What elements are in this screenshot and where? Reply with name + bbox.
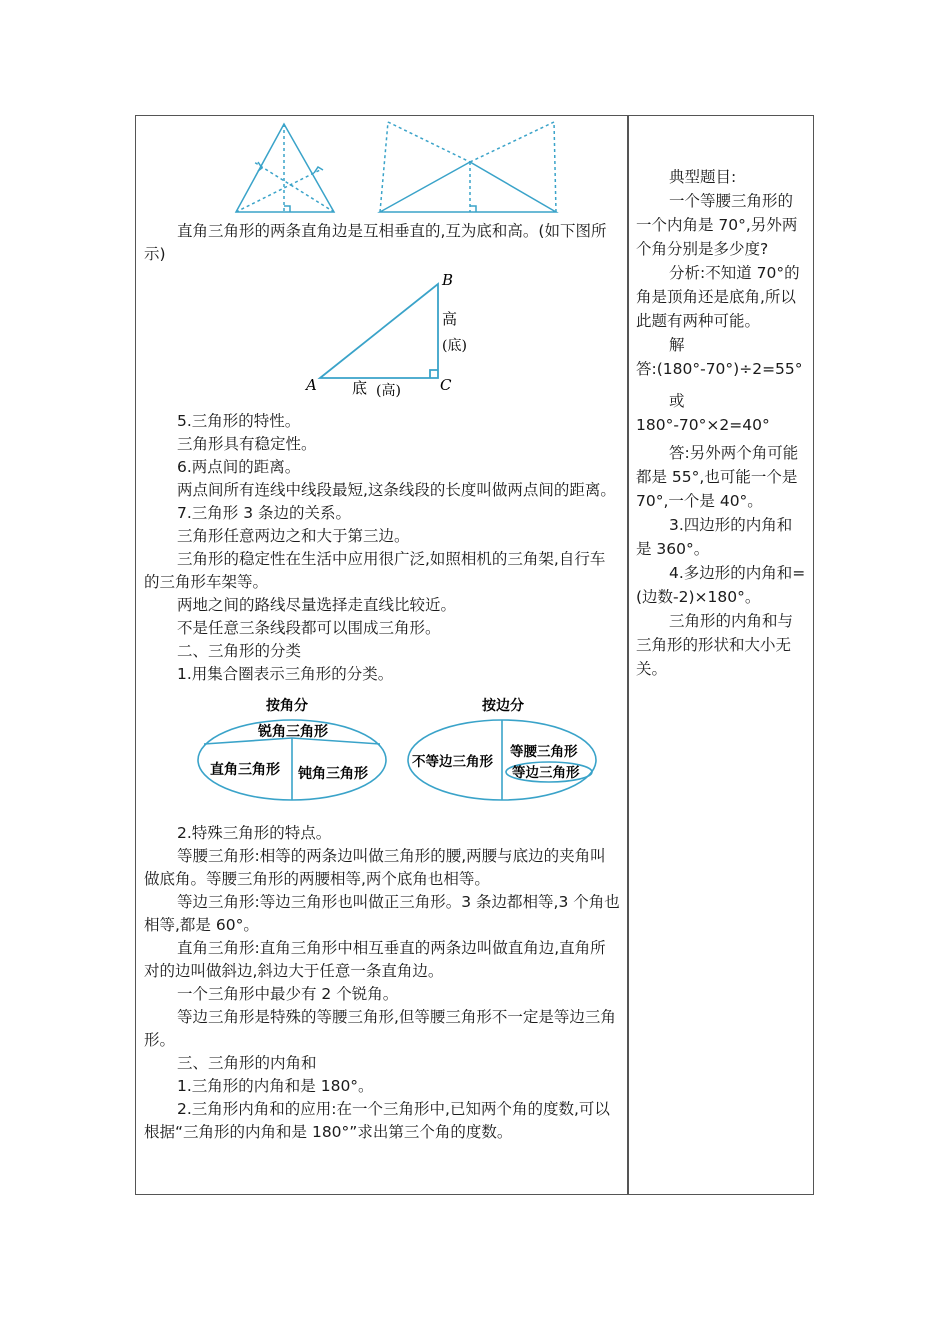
section-7-text-3: 两地之间的路线尽量选择走直线比较近。 [177, 596, 457, 614]
side-polygon: 4.多边形的内角和=(边数-2)×180°。 [636, 564, 806, 606]
venn-isosceles: 等腰三角形 [510, 744, 578, 760]
label-gao: 高 [442, 310, 458, 328]
heading-angle-sum: 三、三角形的内角和 [177, 1054, 317, 1072]
venn-acute: 锐角三角形 [258, 724, 328, 740]
venn-side-title: 按边分 [482, 698, 524, 714]
label-di-paren: (底) [442, 338, 467, 354]
label-c: C [440, 376, 452, 394]
triangle-heights-figure [144, 118, 620, 216]
classification-2: 2.特殊三角形的特点。 [177, 824, 332, 842]
venn-right: 直角三角形 [210, 762, 280, 778]
venn-equilateral: 等边三角形 [512, 765, 580, 781]
side-jie: 解 [669, 336, 685, 354]
venn-obtuse: 钝角三角形 [298, 766, 368, 782]
side-column [636, 165, 806, 681]
side-analysis: 分析:不知道 70°的角是顶角还是底角,所以此题有两种可能。 [636, 264, 800, 330]
side-huo: 或 [669, 392, 685, 410]
section-7-text-2: 三角形的稳定性在生活中应用很广泛,如照相机的三角架,自行车的三角形车架等。 [144, 550, 606, 591]
section-5-text: 三角形具有稳定性。 [177, 435, 317, 453]
isosceles-text: 等腰三角形:相等的两条边叫做三角形的腰,两腰与底边的夹角叫做底角。等腰三角形的两腰相等,两个底角也相等。 [144, 847, 606, 888]
side-note: 三角形的内角和与三角形的形状和大小无关。 [636, 612, 794, 678]
side-question: 一个等腰三角形的一个内角是 70°,另外两个角分别是多少度? [636, 192, 798, 258]
section-6-text: 两点间所有连线中线段最短,这条线段的长度叫做两点间的距离。 [177, 481, 616, 499]
section-7-heading: 7.三角形 3 条边的关系。 [177, 504, 352, 522]
venn-angle-title: 按角分 [266, 698, 308, 714]
side-quadrilateral: 3.四边形的内角和是 360°。 [636, 516, 793, 558]
angle-sum-1: 1.三角形的内角和是 180°。 [177, 1077, 374, 1095]
side-final-answer: 答:另外两个角可能都是 55°,也可能一个是 70°,一个是 40°。 [636, 444, 799, 510]
right-triangle-def: 直角三角形:直角三角形中相互垂直的两条边叫做直角边,直角所对的边叫做斜边,斜边大于任意一条直角边。 [144, 939, 606, 980]
main-column [144, 118, 620, 1144]
venn-diagrams [144, 688, 620, 812]
equilateral-isosceles-fact: 等边三角形是特殊的等腰三角形,但等腰三角形不一定是等边三角形。 [144, 1008, 616, 1049]
right-triangle-figure [144, 268, 620, 398]
label-di: 底 [352, 379, 368, 397]
label-a: A [306, 376, 317, 394]
section-7-text-1: 三角形任意两边之和大于第三边。 [177, 527, 410, 545]
label-gao-paren: (高) [376, 383, 401, 398]
side-answer-1: 答:(180°-70°)÷2=55° [636, 360, 803, 378]
column-divider [627, 115, 629, 1195]
section-6-heading: 6.两点间的距离。 [177, 458, 301, 476]
heading-classification: 二、三角形的分类 [177, 642, 302, 660]
angle-sum-2: 2.三角形内角和的应用:在一个三角形中,已知两个角的度数,可以根据“三角形的内角和是 180°”求出第三个角的度数。 [144, 1100, 610, 1141]
venn-scalene: 不等边三角形 [412, 754, 493, 770]
side-answer-2: 180°-70°×2=40° [636, 416, 770, 434]
acute-angle-fact: 一个三角形中最少有 2 个锐角。 [177, 985, 399, 1003]
section-5-heading: 5.三角形的特性。 [177, 412, 301, 430]
classification-1: 1.用集合圈表示三角形的分类。 [177, 665, 394, 683]
right-triangle-text: 直角三角形的两条直角边是互相垂直的,互为底和高。(如下图所示) [144, 222, 607, 263]
label-b: B [442, 271, 454, 289]
section-7-text-4: 不是任意三条线段都可以围成三角形。 [177, 619, 441, 637]
side-title: 典型题目: [669, 168, 737, 186]
equilateral-text: 等边三角形:等边三角形也叫做正三角形。3 条边都相等,3 个角也相等,都是 60°。 [144, 893, 620, 934]
